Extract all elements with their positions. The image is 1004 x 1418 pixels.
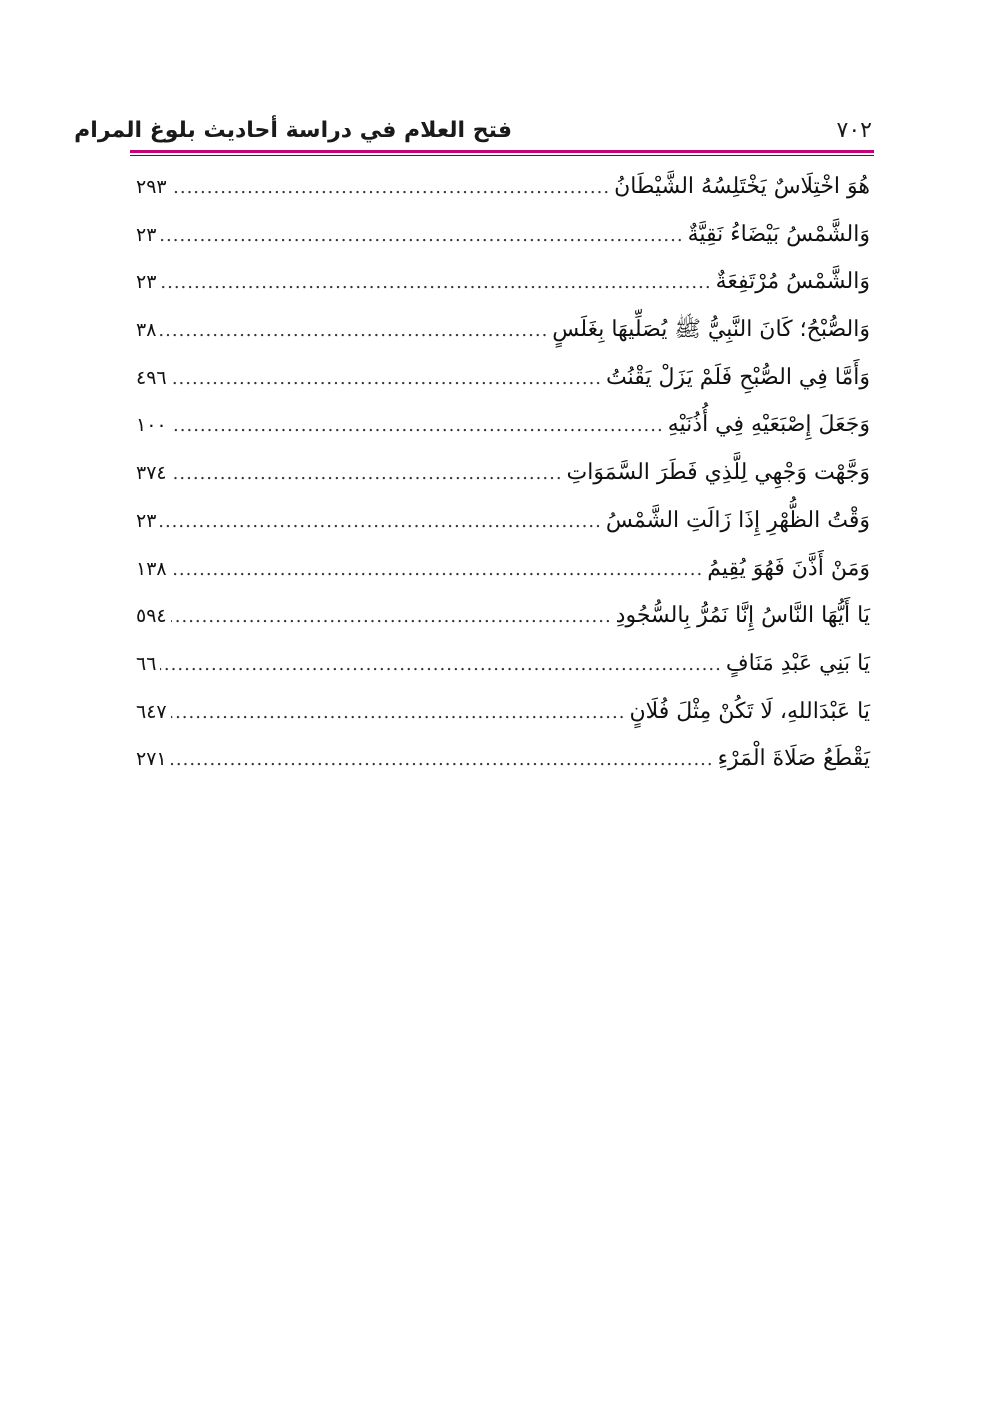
page-number: ٧٠٢ xyxy=(836,118,872,143)
entry-page-number: ٣٨ xyxy=(136,319,157,342)
index-entry xyxy=(136,640,870,688)
entry-page-number: ٢٣ xyxy=(136,223,157,246)
entry-page-number: ٢٩٣ xyxy=(136,176,167,198)
dot-leader xyxy=(160,259,711,307)
entry-page-number: ٢٣ xyxy=(136,509,157,532)
dot-leader xyxy=(160,307,548,355)
entry-page-number: ٢٧١ xyxy=(136,748,167,771)
index-entry xyxy=(136,163,870,211)
index-entry xyxy=(136,545,870,593)
entry-page-number: ١٠٠ xyxy=(136,414,167,437)
index-entry xyxy=(136,354,870,402)
entry-text: يَقْطَعُ صَلَاةَ الْمَرْءِ xyxy=(717,746,870,772)
entry-page-number: ١٣٨ xyxy=(136,557,167,580)
entry-text: وَالصُّبْحُ؛ كَانَ النَّبِيُّ ﷺ يُصَلِّيهَا بِغَلَسٍ xyxy=(552,317,870,343)
index-entry xyxy=(136,258,870,306)
header-rule-accent xyxy=(130,150,874,153)
entry-text: وَقْتُ الظُّهْرِ إِذَا زَالَتِ الشَّمْسُ xyxy=(605,507,870,533)
entry-text: وَمَنْ أَذَّنَ فَهُوَ يُقِيمُ xyxy=(707,555,870,581)
entry-text: وَأَمَّا فِي الصُّبْحِ فَلَمْ يَزَلْ يَقْنُتُ xyxy=(606,364,870,390)
entry-page-number: ٦٤٧ xyxy=(136,700,167,723)
dot-leader xyxy=(171,402,664,450)
index-entry xyxy=(136,401,870,449)
entry-text: هُوَ اخْتِلَاسٌ يَخْتَلِسُهُ الشَّيْطَانُ xyxy=(614,174,870,199)
index-entry xyxy=(136,592,870,640)
dot-leader xyxy=(171,355,602,403)
index-entry xyxy=(136,306,870,354)
entry-page-number: ٢٣ xyxy=(136,271,157,294)
dot-leader xyxy=(160,641,721,689)
entry-text: وَجَعَلَ إِصْبَعَيْهِ فِي أُذُنَيْهِ xyxy=(667,412,870,438)
entry-text: وَالشَّمْسُ بَيْضَاءُ نَقِيَّةٌ xyxy=(687,221,870,247)
entry-text: وَالشَّمْسُ مُرْتَفِعَةٌ xyxy=(715,269,870,295)
hadith-index-list xyxy=(136,163,870,783)
dot-leader xyxy=(171,736,714,784)
dot-leader xyxy=(160,212,683,260)
entry-text: يَا أَيُّهَا النَّاسُ إِنَّا نَمُرُّ بِالسُّجُودِ xyxy=(615,603,870,629)
page-header xyxy=(74,112,872,150)
index-entry xyxy=(136,449,870,497)
dot-leader xyxy=(171,593,612,641)
dot-leader xyxy=(171,689,626,737)
running-header-title: فتح العلام في دراسة أحاديث بلوغ المرام xyxy=(74,118,512,143)
header-rule-thin xyxy=(130,155,874,156)
index-entry xyxy=(136,688,870,736)
dot-leader xyxy=(171,164,610,212)
entry-text: يَا عَبْدَاللهِ، لَا تَكُنْ مِثْلَ فُلَانٍ xyxy=(629,698,870,724)
dot-leader xyxy=(171,546,704,594)
dot-leader xyxy=(171,450,563,498)
entry-page-number: ٦٦ xyxy=(136,652,157,675)
entry-page-number: ٥٩٤ xyxy=(136,605,167,628)
index-entry xyxy=(136,211,870,259)
index-entry xyxy=(136,735,870,783)
dot-leader xyxy=(160,498,601,546)
entry-page-number: ٣٧٤ xyxy=(136,462,167,485)
index-entry xyxy=(136,497,870,545)
entry-text: يَا بَنِي عَبْدِ مَنَافٍ xyxy=(725,650,870,676)
entry-page-number: ٤٩٦ xyxy=(136,366,167,389)
entry-text: وَجَّهْت وَجْهِي لِلَّذِي فَطَرَ السَّمَوَاتِ xyxy=(566,460,870,486)
